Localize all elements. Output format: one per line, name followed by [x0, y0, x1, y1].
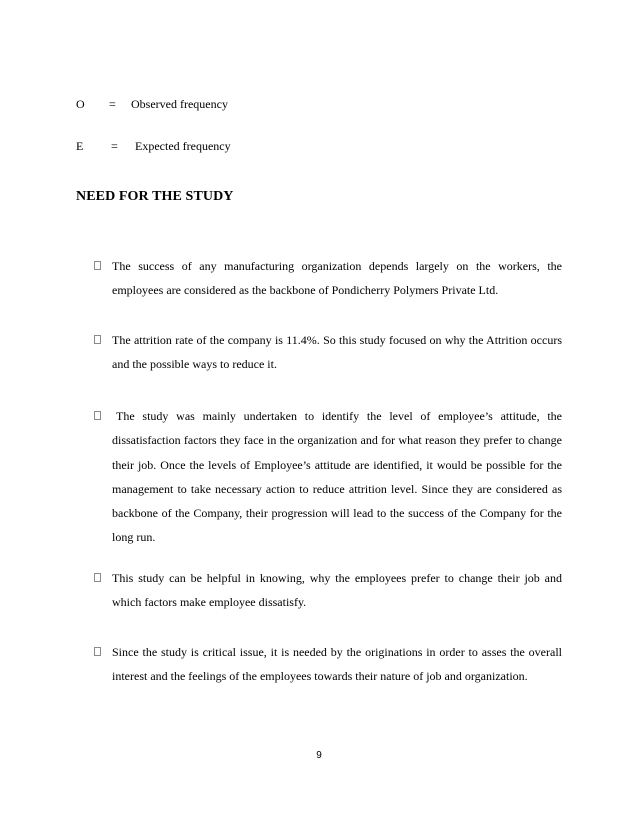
definition-meaning: Observed frequency: [131, 97, 228, 111]
definition-symbol: E: [76, 139, 84, 153]
bullet-text: The success of any manufacturing organization depends largely on the workers, the employees are considered as the backbone of Pondicherry Polymers Private Ltd.: [112, 259, 562, 298]
bullet-item: [94, 328, 562, 377]
bullet-square-icon: [94, 261, 101, 270]
bullet-square-icon: [94, 573, 101, 582]
definition-symbol: O: [76, 97, 85, 111]
bullet-item: [94, 254, 562, 303]
definition-equals: =: [111, 139, 118, 153]
bullet-text: The study was mainly undertaken to identify the level of employee’s attitude, the dissatisfaction factors they face in the organization and for what reason they prefer to change their job. Once the levels of Employee’s attitude are identified, it would be possible for the management to take necessary action to reduce attrition level. Since they are considered as backbone of the Company, their progression will lead to the success of the Company for the long run.: [112, 409, 562, 545]
bullet-square-icon: [94, 647, 101, 656]
bullet-square-icon: [94, 411, 101, 420]
definition-meaning: Expected frequency: [135, 139, 231, 153]
bullet-square-icon: [94, 335, 101, 344]
section-heading: NEED FOR THE STUDY: [76, 189, 234, 204]
definition-equals: =: [109, 97, 116, 111]
bullet-text: The attrition rate of the company is 11.4%. So this study focused on why the Attrition occurs and the possible ways to reduce it.: [112, 333, 562, 372]
bullet-text: This study can be helpful in knowing, why the employees prefer to change their job and which factors make employee dissatisfy.: [112, 571, 562, 610]
bullet-item: [94, 640, 562, 689]
bullet-item: [94, 566, 562, 615]
bullet-item: [94, 404, 562, 550]
page-number: 9: [316, 750, 322, 761]
bullet-text: Since the study is critical issue, it is needed by the originations in order to asses the overall interest and the feelings of the employees towards their nature of job and organization.: [112, 645, 562, 684]
